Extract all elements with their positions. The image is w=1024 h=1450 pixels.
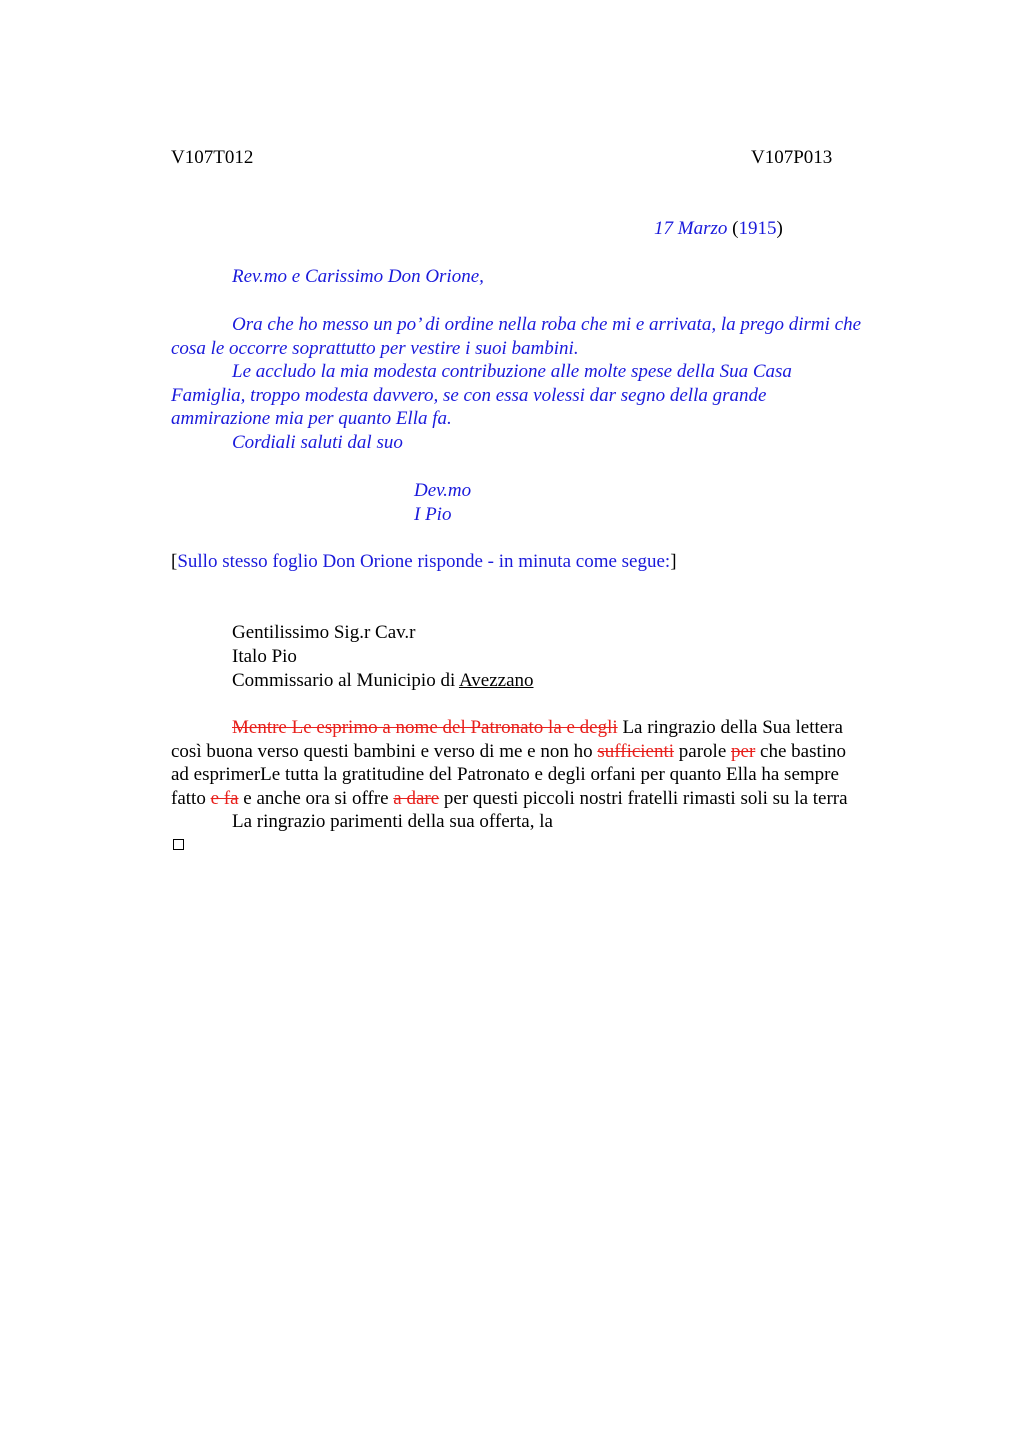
struck-text: e fa [210, 787, 239, 809]
reply-text: per questi piccoli nostri fratelli rimasti soli su la terra [439, 787, 848, 809]
reply-address-line: Gentilissimo Sig.r Cav.r [232, 622, 416, 643]
letter-date-line [654, 217, 783, 241]
letter-signature: I Pio [414, 504, 452, 525]
letter-body-line: Ora che ho messo un po’ di ordine nella roba che mi e arrivata, la prego dirmi che [232, 314, 862, 335]
year-close-paren: ) [776, 218, 783, 239]
letter-salutation: Rev.mo e Carissimo Don Orione, [232, 266, 484, 287]
reply-text: parole [674, 740, 732, 762]
note-open-bracket: [ [171, 551, 178, 572]
reply-body-line-3: ad esprimerLe tutta la gratitudine del Patronato e degli orfani per quanto Ella ha sempre [171, 764, 839, 786]
reply-text: La ringrazio della Sua lettera [617, 717, 843, 738]
empty-square-icon [173, 839, 184, 850]
reply-body-line-4 [171, 787, 931, 811]
reply-address-text: Commissario al Municipio di [232, 670, 459, 691]
letter-body-line: Le accludo la mia modesta contribuzione alle molte spese della Sua Casa [232, 361, 792, 383]
struck-text: sufficienti [597, 740, 675, 762]
reply-body-line-2 [171, 740, 931, 764]
letter-body [171, 313, 931, 455]
letter-body-line: ammirazione mia per quanto Ella fa. [171, 408, 452, 430]
reply-body-line-1 [171, 716, 931, 740]
reply-address-place: Avezzano [458, 670, 534, 691]
reply-address-line: Italo Pio [232, 646, 297, 667]
year-open-paren: ( [732, 218, 739, 239]
struck-text: Mentre Le esprimo a nome del Patronato la e degli [232, 717, 618, 738]
letter-closing: Dev.mo [414, 480, 472, 501]
letter-body-line: cosa le occorre soprattutto per vestire i suoi bambini. [171, 337, 579, 359]
header-left-code: V107T012 [171, 147, 254, 168]
reply-body [171, 716, 931, 834]
header-right-code: V107P013 [751, 147, 833, 168]
reply-text: e anche ora si offre [238, 787, 394, 809]
struck-text: a dare [393, 787, 440, 809]
reply-text: così buona verso questi bambini e verso di me e non ho [171, 740, 598, 762]
reply-text: fatto [171, 787, 211, 809]
note-text: Sullo stesso foglio Don Orione risponde - in minuta come segue: [177, 551, 671, 572]
reply-body-line-5: La ringrazio parimenti della sua offerta, la [232, 811, 553, 833]
letter-body-line: Cordiali saluti dal suo [232, 431, 403, 453]
editorial-note [171, 550, 677, 574]
struck-text: per [731, 740, 756, 762]
note-close-bracket: ] [670, 551, 677, 572]
letter-date: 17 Marzo [654, 218, 728, 239]
reply-text: che bastino [755, 740, 847, 762]
letter-year: 1915 [738, 218, 777, 239]
letter-body-line: Famiglia, troppo modesta davvero, se con essa volessi dar segno della grande [171, 384, 767, 406]
reply-address-line-municipio [232, 669, 534, 693]
